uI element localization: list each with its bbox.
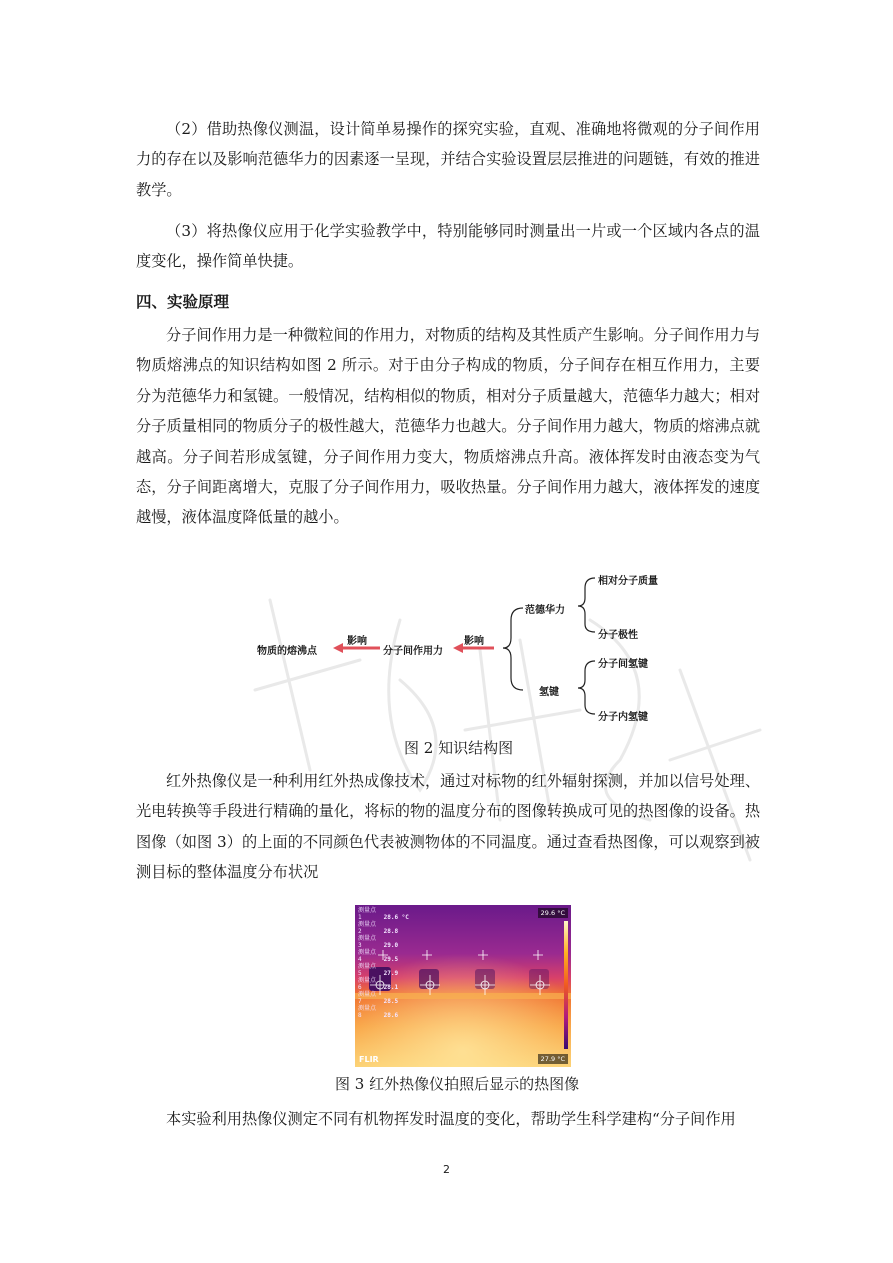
- temperature-readings: [358, 907, 409, 1019]
- diagram-vdw-factor-polarity: 分子极性: [598, 630, 638, 641]
- reading-row: 测量点 1 28.6 °C: [358, 907, 409, 921]
- section-heading: 四、实验原理: [136, 293, 230, 311]
- reading-row: 测量点 7 28.5: [358, 991, 399, 1005]
- paragraph-objective-3: （3）将热像仪应用于化学实验教学中，特别能够同时测量出一片或一个区域内各点的温度变化，操作简单快捷。: [136, 222, 760, 271]
- max-temperature-label: 29.6 °C: [538, 908, 568, 918]
- thermal-image: [355, 905, 571, 1067]
- diagram-vdw-label: 范德华力: [525, 605, 565, 616]
- diagram-influence-label-left: 影响: [347, 636, 367, 647]
- reading-row: 测量点 3 29.0: [358, 935, 399, 949]
- flir-logo: FLIR: [359, 1055, 379, 1064]
- min-temperature-label: 27.9 °C: [538, 1054, 568, 1064]
- page-number: 2: [443, 1163, 450, 1176]
- diagram-hbond-intermolecular: 分子间氢键: [598, 659, 648, 670]
- paragraph-principle: 分子间作用力是一种微粒间的作用力，对物质的结构及其性质产生影响。分子间作用力与物质熔沸点的知识结构如图 2 所示。对于由分子构成的物质，分子间存在相互作用力，主要分为范德华力和氢键。一般情况，结构相似的物质，相对分子质量越大，范德华力越大；相对分子质量相同的物质分子的极性越大，范德华力也越大。分子间作用力越大，物质的熔沸点就越高。分子间若形成氢键，分子间作用力变大，物质熔沸点升高。液体挥发时由液态变为气态，分子间距离增大，克服了分子间作用力，吸收热量。分子间作用力越大，液体挥发的速度越慢，液体温度降低量的越小。: [136, 326, 760, 527]
- paragraph-thermal-imager: 红外热像仪是一种利用红外热成像技术，通过对标物的红外辐射探测，并加以信号处理、光电转换等手段进行精确的量化，将标的物的温度分布的图像转换成可见的热图像的设备。热图像（如图 3）的上面的不同颜色代表被测物体的不同温度。通过查看热图像，可以观察到被测目标的整体温度分布状况: [136, 772, 760, 882]
- diagram-hbond-label: 氢键: [539, 687, 559, 698]
- brace-vdw: [578, 578, 595, 632]
- diagram-property-label: 物质的熔沸点: [257, 646, 317, 657]
- figure-3-caption: 图 3 红外热像仪拍照后显示的热图像: [335, 1075, 580, 1093]
- figure-2-caption: 图 2 知识结构图: [404, 739, 514, 757]
- brace-hbond: [578, 661, 595, 714]
- knowledge-structure-diagram: [255, 568, 695, 726]
- diagram-hbond-intramolecular: 分子内氢键: [598, 712, 648, 723]
- diagram-vdw-factor-mass: 相对分子质量: [598, 576, 658, 587]
- temperature-scale-bar: [564, 921, 568, 1049]
- reading-row: 测量点 8 28.6: [358, 1005, 399, 1019]
- reading-row: 测量点 6 28.1: [358, 977, 399, 991]
- reading-row: 测量点 5 27.9: [358, 963, 399, 977]
- diagram-force-label: 分子间作用力: [383, 646, 443, 657]
- diagram-influence-label-right: 影响: [464, 636, 484, 647]
- reading-row: 测量点 2 28.8: [358, 921, 399, 935]
- brace-main: [503, 608, 523, 690]
- paragraph-objective-2: （2）借助热像仪测温，设计简单易操作的探究实验，直观、准确地将微观的分子间作用力的存在以及影响范德华力的因素逐一呈现，并结合实验设置层层推进的问题链，有效的推进教学。: [136, 120, 760, 199]
- paragraph-experiment: 本实验利用热像仪测定不同有机物挥发时温度的变化，帮助学生科学建构“分子间作用: [166, 1110, 736, 1128]
- reading-row: 测量点 4 29.5: [358, 949, 399, 963]
